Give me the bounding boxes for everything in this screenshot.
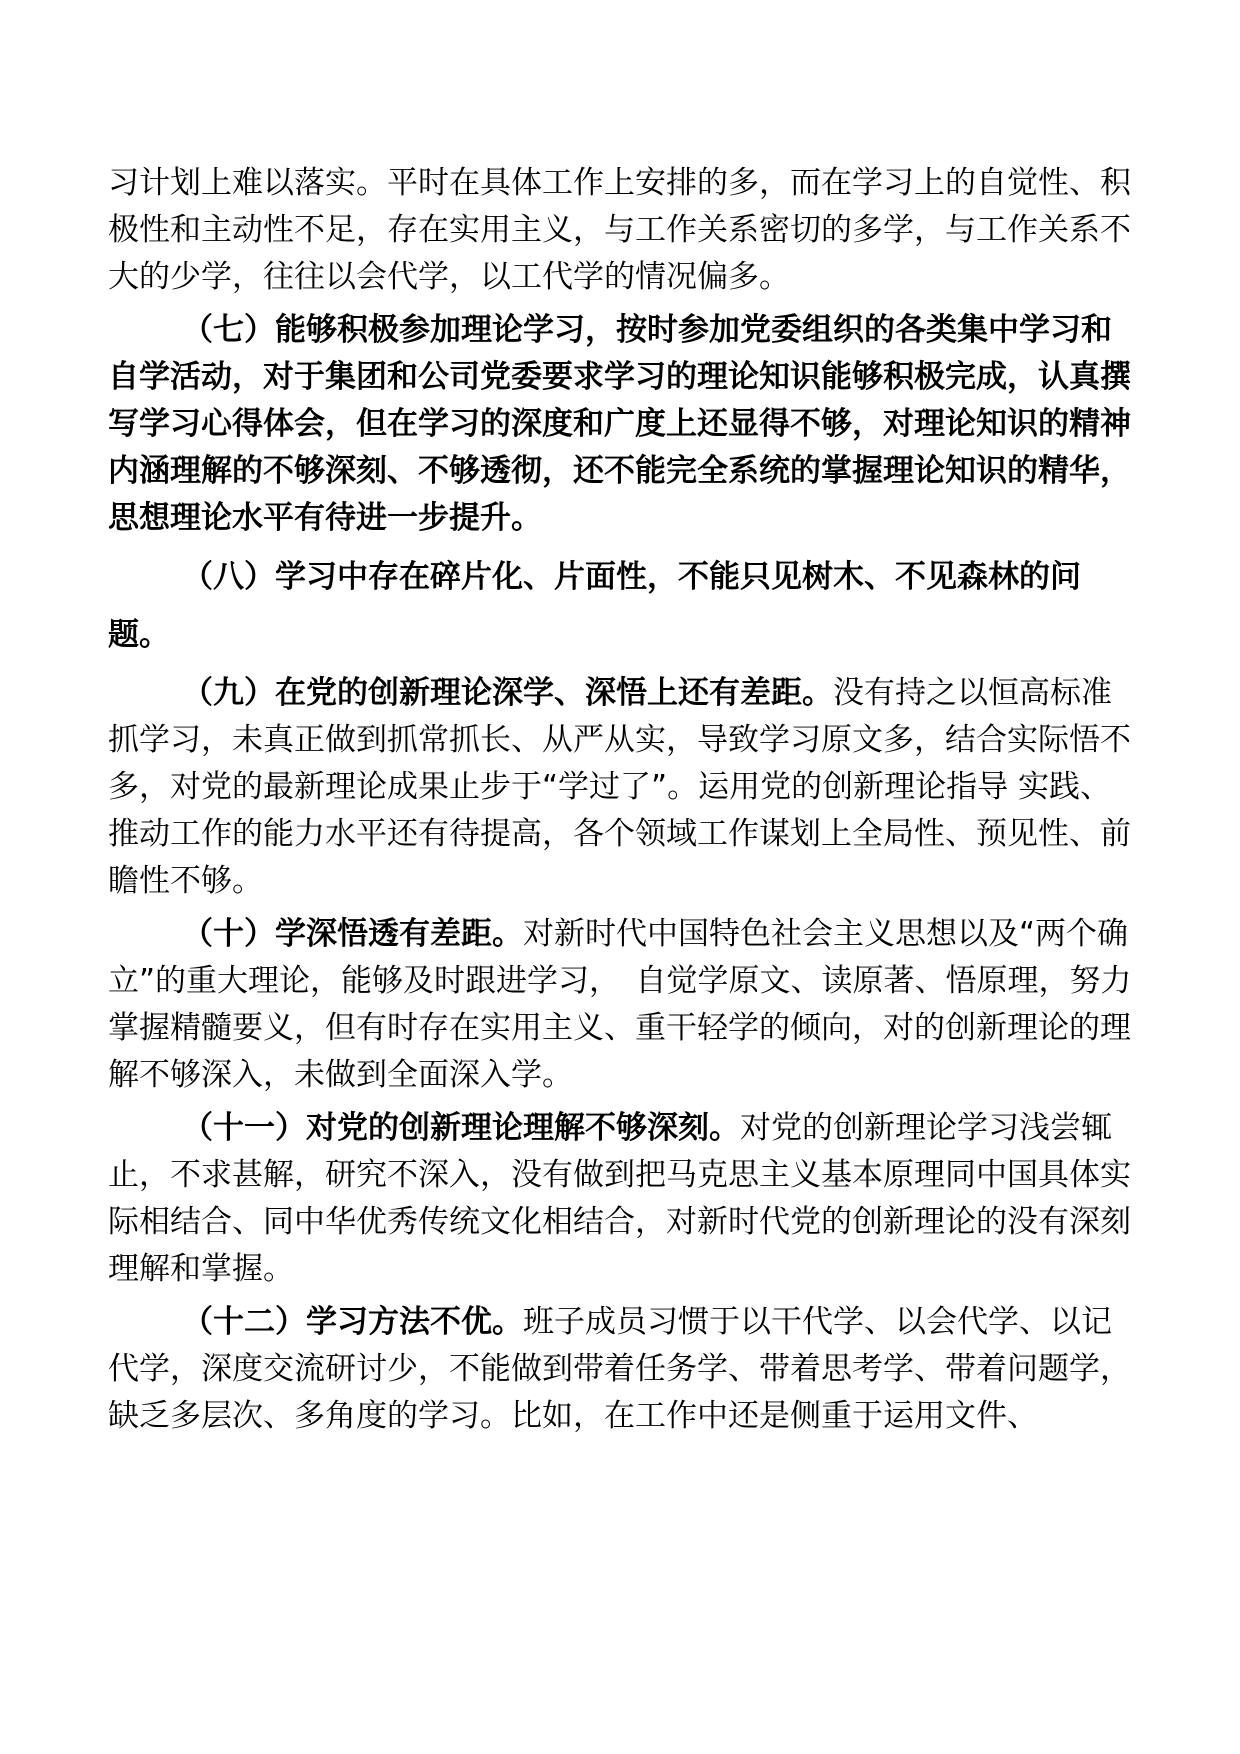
paragraph-item-9 — [108, 670, 1136, 905]
paragraph-item-10 — [108, 911, 1136, 1099]
paragraph-heading: （十二）学习方法不优。 — [182, 1304, 523, 1340]
paragraph-heading: （十一）对党的创新理论理解不够深刻。 — [182, 1110, 740, 1146]
paragraph-item-8 — [108, 548, 1136, 664]
paragraph-item-12 — [108, 1299, 1136, 1440]
paragraph-body: 班子成员习惯于以干代学、以会代学、以记代学，深度交流研讨少，不能做到带着任务学、带着思考学、带着问题学，缺乏多层次、多角度的学习。比如，在工作中还是侧重于运用文件、 — [108, 1304, 1131, 1434]
paragraph-item-7 — [108, 307, 1136, 542]
paragraph-item-11 — [108, 1105, 1136, 1293]
paragraph-heading: （十）学深悟透有差距。 — [182, 916, 523, 952]
paragraph-heading: （七）能够积极参加理论学习，按时参加党委组织的各类集中学习和自学活动，对于集团和公司党委要求学习的理论知识能够积极完成，认真撰写学习心得体会，但在学习的深度和广度上还显得不够，对理论知识的精神内涵理解的不够深刻、不够透彻，还不能完全系统的掌握理论知识的精华，思想理论水平有待进一步提升。 — [108, 312, 1131, 536]
paragraph-body: 习计划上难以落实。平时在具体工作上安排的多，而在学习上的自觉性、积极性和主动性不足，存在实用主义，与工作关系密切的多学，与工作关系不大的少学，往往以会代学，以工代学的情况偏多。 — [108, 165, 1131, 295]
paragraph-continuation — [108, 160, 1136, 301]
document-body — [108, 160, 1136, 1440]
paragraph-body: 没有持之以恒高标准抓学习，未真正做到抓常抓长、从严从实，导致学习原文多，结合实际悟不多，对党的最新理论成果止步于“学过了”。运用党的创新理论指导 实践、推动工作的能力水平还有待提高，各个领域工作谋划上全局性、预见性、前瞻性不够。 — [108, 675, 1131, 899]
paragraph-body: 对党的创新理论学习浅尝辄止，不求甚解，研究不深入，没有做到把马克思主义基本原理同中国具体实际相结合、同中华优秀传统文化相结合，对新时代党的创新理论的没有深刻理解和掌握。 — [108, 1110, 1131, 1287]
paragraph-heading: （八）学习中存在碎片化、片面性，不能只见树木、不见森林的问题。 — [108, 559, 1081, 653]
paragraph-body: 对新时代中国特色社会主义思想以及“两个确立”的重大理论，能够及时跟进学习， 自觉学原文、读原著、悟原理，努力掌握精髓要义，但有时存在实用主义、重干轻学的倾向，对的创新理论的理解不够深入，未做到全面深入学。 — [108, 916, 1132, 1093]
paragraph-heading: （九）在党的创新理论深学、深悟上还有差距。 — [182, 675, 833, 711]
